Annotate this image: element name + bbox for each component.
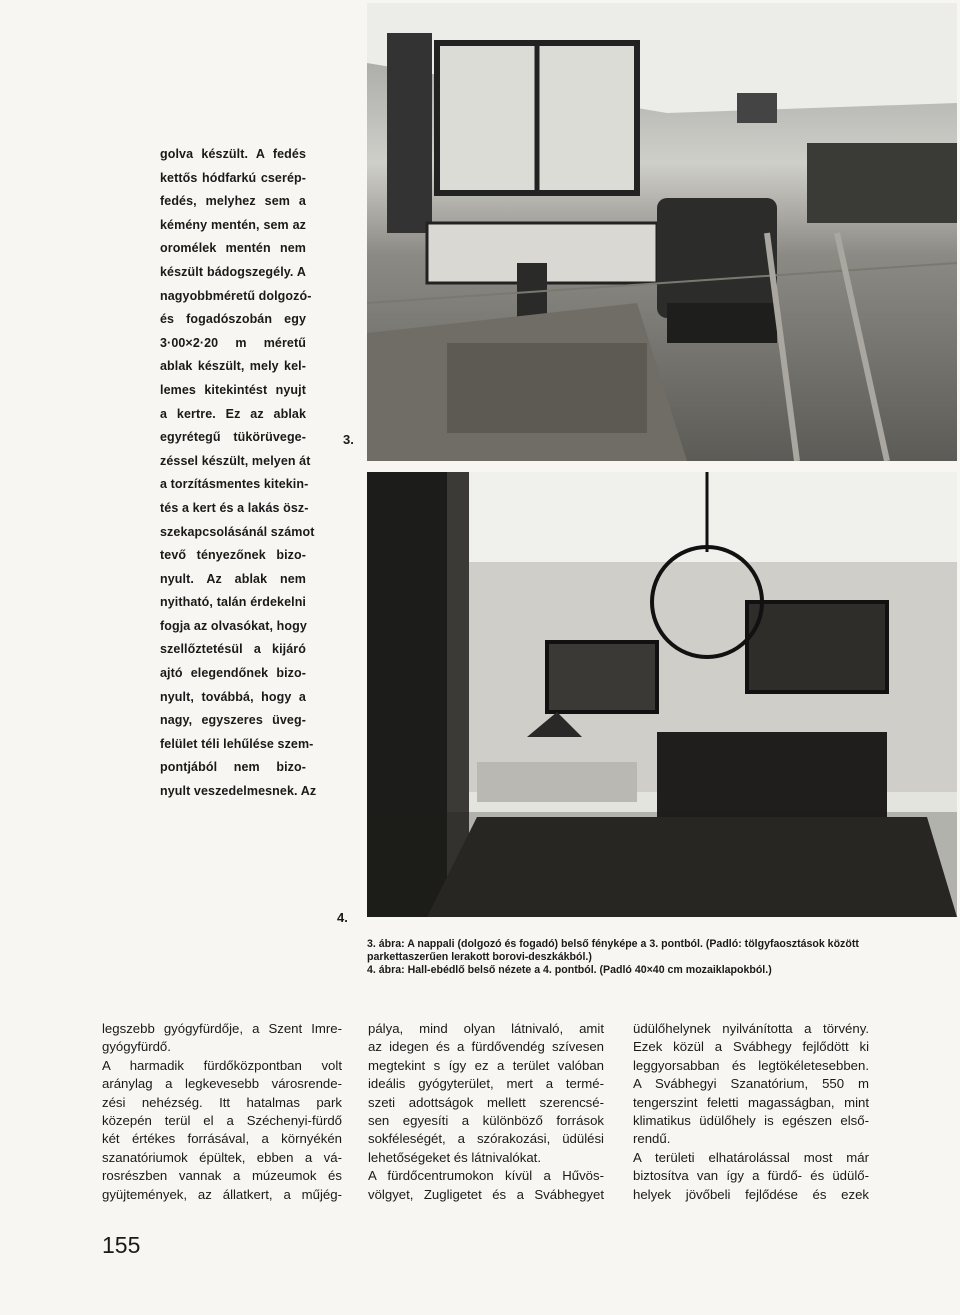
col1-line: gyógyfürdő.	[102, 1039, 171, 1055]
side-line: készült bádogszegély. A	[160, 264, 306, 279]
col2-line: sen egyesíti a különböző források	[368, 1113, 604, 1129]
figure-4-number: 4.	[337, 910, 348, 925]
col3-line: tengerszint feletti magasságban, mint	[633, 1094, 869, 1110]
col2-line: A fürdőcentrumokon kívül a Hűvös-	[368, 1168, 604, 1184]
side-line: ajtó elegendőnek bizo-	[160, 666, 306, 681]
col1-line: közepén terül el a Széchenyi-fürdő	[102, 1113, 342, 1129]
col1-line: szanatóriumok épültek, ebben a vá-	[102, 1149, 342, 1165]
side-line: nagyobbméretű dolgozó-	[160, 288, 312, 303]
col3-line: üdülőhelynek nyilvánította a törvény.	[633, 1021, 869, 1036]
dining-hall-illustration	[367, 472, 957, 917]
col1-line: gyüjtemények, az állatkert, a műjég-	[102, 1186, 342, 1202]
col2-line: ideális gyógyterület, mert a termé-	[368, 1076, 604, 1092]
side-line: fogja az olvasókat, hogy	[160, 618, 307, 633]
side-line: egyrétegű tükörüvege-	[160, 430, 306, 445]
col3-line: helyek jövőbeli fejlődése és ezek	[633, 1186, 869, 1202]
side-line: nyult. Az ablak nem	[160, 571, 306, 586]
figure-3-number: 3.	[343, 432, 354, 447]
col3-line: biztosítva van így a fürdő- és üdülő-	[633, 1168, 869, 1184]
col1-line: legszebb gyógyfürdője, a Szent Imre-	[102, 1021, 342, 1036]
side-column-text	[160, 143, 317, 804]
col3-line: A területi elhatárolással most már	[633, 1149, 869, 1165]
side-line: tevő tényezőnek bizo-	[160, 548, 306, 563]
caption-line: parkettaszerűen lerakott borovi-deszkákból.)	[367, 951, 592, 963]
side-line: tés a kert és a lakás ösz-	[160, 500, 309, 515]
side-line: kémény mentén, sem az	[160, 217, 306, 232]
living-room-illustration	[367, 3, 957, 461]
side-line: golva készült. A fedés	[160, 147, 306, 161]
col2-line: az idegen és a fürdővendég szívesen	[368, 1039, 604, 1055]
page-number: 155	[102, 1232, 141, 1258]
col1-line: rosrészben vannak a múzeumok és	[102, 1168, 342, 1184]
side-line: és fogadószobán egy	[160, 312, 306, 327]
col2-line: megtekint s így ez a terület valóban	[368, 1057, 604, 1073]
caption-line: 3. ábra: A nappali (dolgozó és fogadó) belső fényképe a 3. pontból. (Padló: tölgyfaosztások között	[367, 938, 859, 950]
side-line: nyult veszedelmesnek. Az	[160, 784, 317, 799]
caption-line: 4. ábra: Hall-ebédlő belső nézete a 4. pontból. (Padló 40×40 cm mozaiklapokból.)	[367, 964, 772, 976]
living-room-photo	[367, 3, 957, 461]
side-line: 3·00×2·20 m méretű	[160, 335, 306, 350]
col3-line: A Svábhegyi Szanatórium, 550 m	[633, 1076, 869, 1092]
body-column-3	[633, 1020, 869, 1204]
side-line: fedés, melyhez sem a	[160, 194, 306, 209]
col1-line: aránylag a legkevesebb városrende-	[102, 1076, 342, 1092]
col3-line: klimatikus üdülőhely is egészen első-	[633, 1113, 869, 1129]
side-line: lemes kitekintést nyujt	[160, 382, 306, 397]
col2-line: lehetőségeket és látnivalókat.	[368, 1149, 542, 1165]
side-line: nyitható, talán érdekelni	[160, 595, 306, 610]
body-column-2	[368, 1020, 604, 1204]
col3-line: leggyorsabban és legtökéletesebben.	[633, 1057, 869, 1073]
body-column-1	[102, 1020, 342, 1204]
dining-hall-photo	[367, 472, 957, 917]
side-line: nagy, egyszeres üveg-	[160, 713, 306, 728]
figure-captions	[367, 938, 957, 977]
side-line: szellőztetésül a kijáró	[160, 642, 306, 657]
col3-line: Ezek közül a Svábhegy fejlődött ki	[633, 1039, 869, 1055]
side-line: szekapcsolásánál számot	[160, 524, 315, 539]
side-line: pontjából nem bizo-	[160, 760, 306, 775]
side-line: a kertre. Ez az ablak	[160, 406, 306, 421]
side-line: a torzításmentes kitekin-	[160, 477, 309, 492]
col2-line: völgyet, Zugligetet és a Svábhegyet	[368, 1186, 604, 1202]
col3-line: rendű.	[633, 1131, 671, 1147]
side-line: felület téli lehűlése szem-	[160, 736, 314, 751]
col2-line: sokféleségét, a szórakozási, üdülési	[368, 1131, 604, 1147]
col1-line: A harmadik fürdőközpontban volt	[102, 1057, 342, 1073]
side-line: oromélek mentén nem	[160, 241, 306, 256]
side-line: nyult, továbbá, hogy a	[160, 689, 306, 704]
side-line: ablak készült, mely kel-	[160, 359, 306, 374]
col1-line: zési nehézség. Itt hatalmas park	[102, 1094, 342, 1110]
side-line: zéssel készült, melyen át	[160, 453, 311, 468]
col2-line: szeti adottságok mellett szerencsé-	[368, 1094, 604, 1110]
side-line: kettős hódfarkú cserép-	[160, 170, 306, 185]
col1-line: két értékes forrásával, a környékén	[102, 1131, 342, 1147]
col2-line: pálya, mind olyan látnivaló, amit	[368, 1021, 604, 1036]
